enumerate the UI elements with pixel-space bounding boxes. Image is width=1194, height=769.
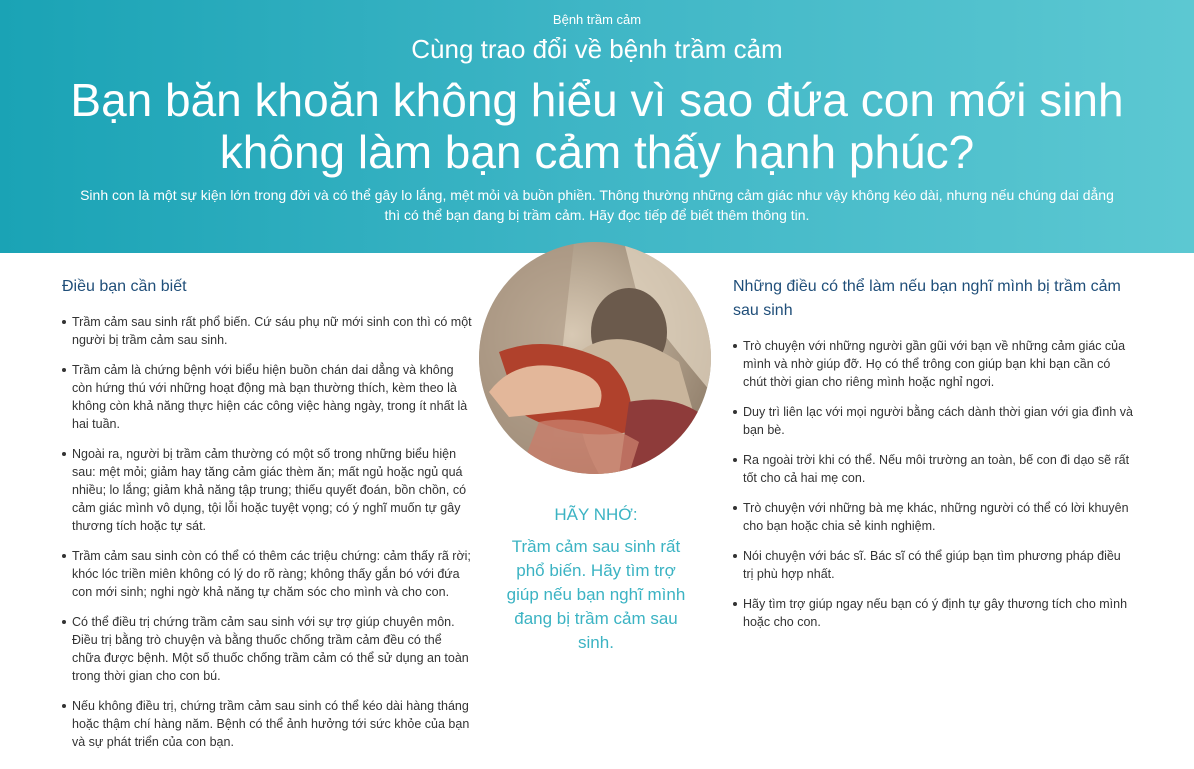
remember-title: HÃY NHỚ: bbox=[554, 505, 638, 524]
list-item: Trầm cảm là chứng bệnh với biểu hiện buồn chán dai dẳng và không còn hứng thú với những hoạt động mà bạn thường thích, kèm theo là không còn khả năng thực hiện các công việc hàng ngày, trong ít nhất là hai tuần. bbox=[62, 361, 472, 433]
remember-callout bbox=[500, 505, 692, 655]
list-item: Ngoài ra, người bị trầm cảm thường có một số trong những biểu hiện sau: mệt mỏi; giảm hay tăng cảm giác thèm ăn; mất ngủ hoặc ngủ quá nhiều; lo lắng; giảm khả năng tập trung; thiếu quyết đoán, bồn chồn, có cảm giác mình vô dụng, tội lỗi hoặc tuyệt vọng; có ý nghĩ muốn tự gây thương tích hoặc tự sát. bbox=[62, 445, 472, 535]
left-column bbox=[62, 275, 472, 763]
list-item: Nói chuyện với bác sĩ. Bác sĩ có thể giúp bạn tìm phương pháp điều trị phù hợp nhất. bbox=[733, 547, 1133, 583]
list-item: Hãy tìm trợ giúp ngay nếu bạn có ý định tự gây thương tích cho mình hoặc cho con. bbox=[733, 595, 1133, 631]
right-heading: Những điều có thể làm nếu bạn nghĩ mình bị trầm cảm sau sinh bbox=[733, 278, 1121, 319]
header-banner bbox=[0, 0, 1194, 253]
list-item: Nếu không điều trị, chứng trầm cảm sau sinh có thể kéo dài hàng tháng hoặc thậm chí hàng năm. Bệnh có thể ảnh hưởng tới sức khỏe của bạn và sự phát triển của con bạn. bbox=[62, 697, 472, 751]
list-item: Trầm cảm sau sinh rất phổ biến. Cứ sáu phụ nữ mới sinh con thì có một người bị trầm cảm sau sinh. bbox=[62, 313, 472, 349]
list-item: Ra ngoài trời khi có thể. Nếu môi trường an toàn, bế con đi dạo sẽ rất tốt cho cả hai mẹ con. bbox=[733, 451, 1133, 487]
list-item: Duy trì liên lạc với mọi người bằng cách dành thời gian với gia đình và bạn bè. bbox=[733, 403, 1133, 439]
intro-text: Sinh con là một sự kiện lớn trong đời và có thể gây lo lắng, mệt mỏi và buồn phiền. Thông thường những cảm giác như vậy không kéo dài, nhưng nếu chúng dai dẳng thì có thể bạn đang bị trầm cảm. Hãy đọc tiếp để biết thêm thông tin. bbox=[80, 187, 1114, 223]
list-item: Trầm cảm sau sinh còn có thể có thêm các triệu chứng: cảm thấy rã rời; khóc lóc triền miên không có lý do rõ ràng; không thấy gắn bó với đứa con mới sinh; nghi ngờ khả năng tự chăm sóc cho mình và cho con. bbox=[62, 547, 472, 601]
left-list bbox=[62, 313, 472, 751]
header-kicker: Bệnh trầm cảm bbox=[552, 12, 642, 27]
left-heading: Điều bạn cần biết bbox=[62, 278, 187, 295]
header-subtitle: Cùng trao đổi về bệnh trầm cảm bbox=[411, 34, 783, 64]
list-item: Trò chuyện với những người gần gũi với bạn về những cảm giác của mình và nhờ giúp đỡ. Họ có thể trông con giúp bạn khi bạn cần có chút thời gian cho riêng mình hoặc nghỉ ngơi. bbox=[733, 337, 1133, 391]
list-item: Trò chuyện với những bà mẹ khác, những người có thể có lời khuyên cho bạn hoặc chia sẻ kinh nghiệm. bbox=[733, 499, 1133, 535]
list-item: Có thể điều trị chứng trầm cảm sau sinh với sự trợ giúp chuyên môn. Điều trị bằng trò chuyện và bằng thuốc chống trầm cảm đều có thể chữa được bệnh. Một số thuốc chống trầm cảm có thể sử dụng an toàn trong thời gian cho con bú. bbox=[62, 613, 472, 685]
mother-baby-illustration bbox=[479, 242, 711, 474]
right-column bbox=[733, 275, 1133, 643]
right-list bbox=[733, 337, 1133, 631]
page-title: Bạn băn khoăn không hiểu vì sao đứa con mới sinh không làm bạn cảm thấy hạnh phúc? bbox=[70, 74, 1124, 178]
remember-text: Trầm cảm sau sinh rất phổ biến. Hãy tìm trợ giúp nếu bạn nghĩ mình đang bị trầm cảm sau sinh. bbox=[506, 537, 686, 652]
